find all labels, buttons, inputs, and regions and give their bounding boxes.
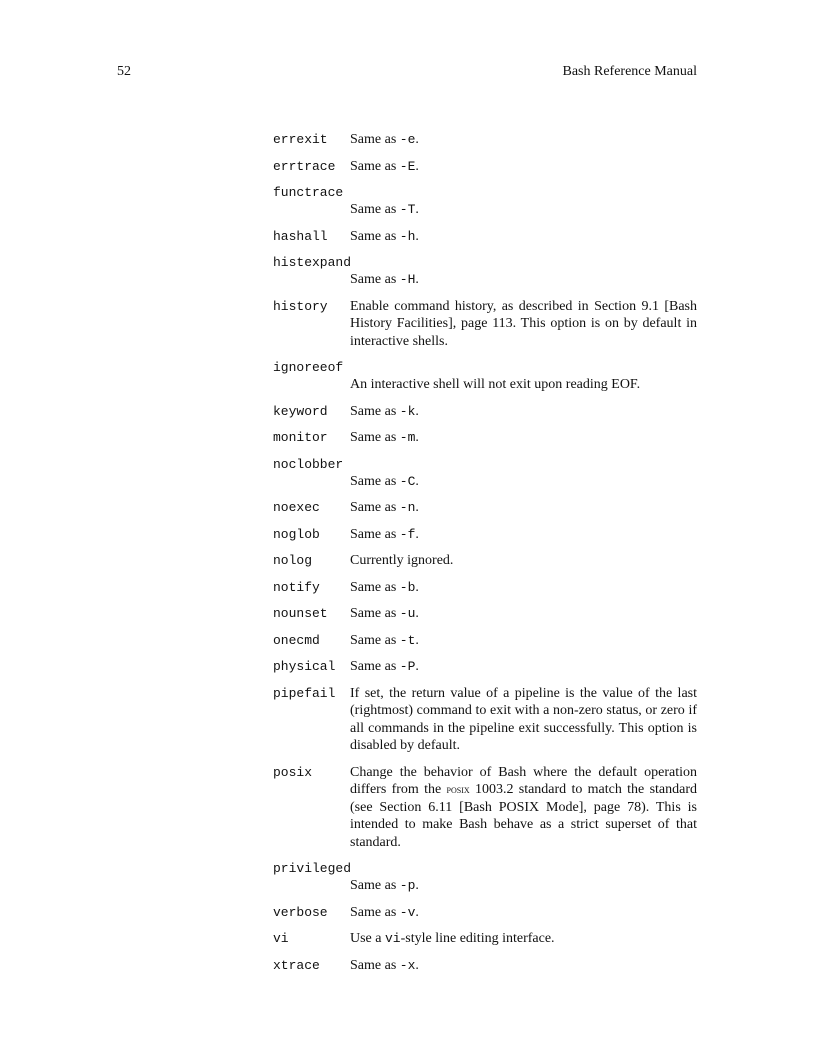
option-description: If set, the return value of a pipeline is the value of the last (rightmost) command to exit with a non-zero status, or zero if all commands in the pipeline exit successfully. This option is disabled by default. xyxy=(350,685,697,753)
option-name: physical xyxy=(273,659,336,674)
option-flag: -u xyxy=(399,606,416,621)
option-name: errtrace xyxy=(273,158,336,174)
option-history xyxy=(273,298,697,351)
option-description: Same as -b. xyxy=(350,579,419,595)
option-description: Same as -e. xyxy=(350,132,419,147)
option-description: Same as -T. xyxy=(350,202,419,217)
option-noclobber xyxy=(273,456,697,491)
option-noexec xyxy=(273,499,697,517)
option-monitor xyxy=(273,429,697,447)
option-name: monitor xyxy=(273,430,328,445)
option-flag: -v xyxy=(399,904,416,920)
option-name: verbose xyxy=(273,904,328,920)
option-name: vi xyxy=(273,931,289,946)
option-flag: -m xyxy=(399,430,416,445)
option-description: Same as -m. xyxy=(350,430,419,445)
option-description: Same as -p. xyxy=(350,878,419,893)
page-header xyxy=(117,64,697,84)
option-errexit xyxy=(273,131,697,149)
option-name: keyword xyxy=(273,403,328,419)
page-number: 52 xyxy=(117,64,131,79)
option-name: xtrace xyxy=(273,957,320,973)
option-noglob xyxy=(273,526,697,544)
option-list xyxy=(273,131,697,983)
option-flag: -h xyxy=(399,228,416,244)
running-title: Bash Reference Manual xyxy=(562,64,697,79)
option-description: Same as -H. xyxy=(350,272,419,287)
option-name: privileged xyxy=(273,861,352,876)
option-name: nounset xyxy=(273,606,328,621)
option-name: ignoreeof xyxy=(273,360,344,375)
option-onecmd xyxy=(273,632,697,650)
option-keyword xyxy=(273,403,697,421)
option-flag: -H xyxy=(399,272,416,287)
option-description: Same as -C. xyxy=(350,473,419,489)
option-description: Same as -t. xyxy=(350,632,419,648)
option-ignoreeof xyxy=(273,359,697,394)
option-description: Currently ignored. xyxy=(350,553,454,568)
option-description: Same as -n. xyxy=(350,500,419,515)
option-name: onecmd xyxy=(273,632,320,648)
option-physical xyxy=(273,658,697,676)
option-flag: -n xyxy=(399,500,416,515)
option-name: history xyxy=(273,298,328,314)
option-flag: -E xyxy=(399,158,416,174)
option-name: functrace xyxy=(273,185,344,200)
option-name: histexpand xyxy=(273,255,352,270)
option-name: posix xyxy=(273,764,313,780)
option-name: nolog xyxy=(273,553,313,568)
option-description: Same as -v. xyxy=(350,904,419,920)
option-flag: vi xyxy=(385,931,401,946)
option-description: Same as -E. xyxy=(350,158,419,174)
option-nounset xyxy=(273,605,697,623)
option-hashall xyxy=(273,228,697,246)
option-flag: -f xyxy=(399,526,416,542)
option-flag: -p xyxy=(399,878,416,893)
option-pipefail xyxy=(273,685,697,755)
option-description: Enable command history, as described in Section 9.1 [Bash History Facilities], page 113. This option is on by default in interactive shells. xyxy=(350,298,697,349)
option-description: An interactive shell will not exit upon reading EOF. xyxy=(350,377,641,392)
option-flag: -t xyxy=(399,632,416,648)
option-name: hashall xyxy=(273,228,328,244)
option-name: noglob xyxy=(273,526,320,542)
option-description: Change the behavior of Bash where the default operation differs from the posix 1003.2 standard to match the standard (see Section 6.11 [Bash POSIX Mode], page 78). This is intended to make Bash behave as a strict superset of that standard. xyxy=(350,764,697,850)
option-functrace xyxy=(273,184,697,219)
option-description: Same as -x. xyxy=(350,957,419,973)
option-flag: -e xyxy=(399,132,416,147)
option-histexpand xyxy=(273,254,697,289)
option-name: noexec xyxy=(273,500,320,515)
option-description: Same as -h. xyxy=(350,228,419,244)
option-description: Same as -f. xyxy=(350,526,419,542)
option-flag: -x xyxy=(399,957,416,973)
option-privileged xyxy=(273,860,697,895)
option-name: notify xyxy=(273,579,320,595)
option-description: Same as -u. xyxy=(350,606,419,621)
option-flag: -C xyxy=(399,473,416,489)
option-flag: -P xyxy=(399,659,416,674)
option-name: errexit xyxy=(273,132,328,147)
option-description: Same as -P. xyxy=(350,659,419,674)
option-name: noclobber xyxy=(273,456,344,472)
option-flag: -T xyxy=(399,202,416,217)
option-nolog xyxy=(273,552,697,570)
option-verbose xyxy=(273,904,697,922)
option-description: Same as -k. xyxy=(350,403,419,419)
option-flag: -k xyxy=(399,403,416,419)
option-description: Use a vi-style line editing interface. xyxy=(350,931,555,946)
option-posix xyxy=(273,764,697,852)
option-errtrace xyxy=(273,158,697,176)
option-vi xyxy=(273,930,697,948)
option-notify xyxy=(273,579,697,597)
option-flag: -b xyxy=(399,579,416,595)
option-xtrace xyxy=(273,957,697,975)
option-name: pipefail xyxy=(273,685,336,701)
